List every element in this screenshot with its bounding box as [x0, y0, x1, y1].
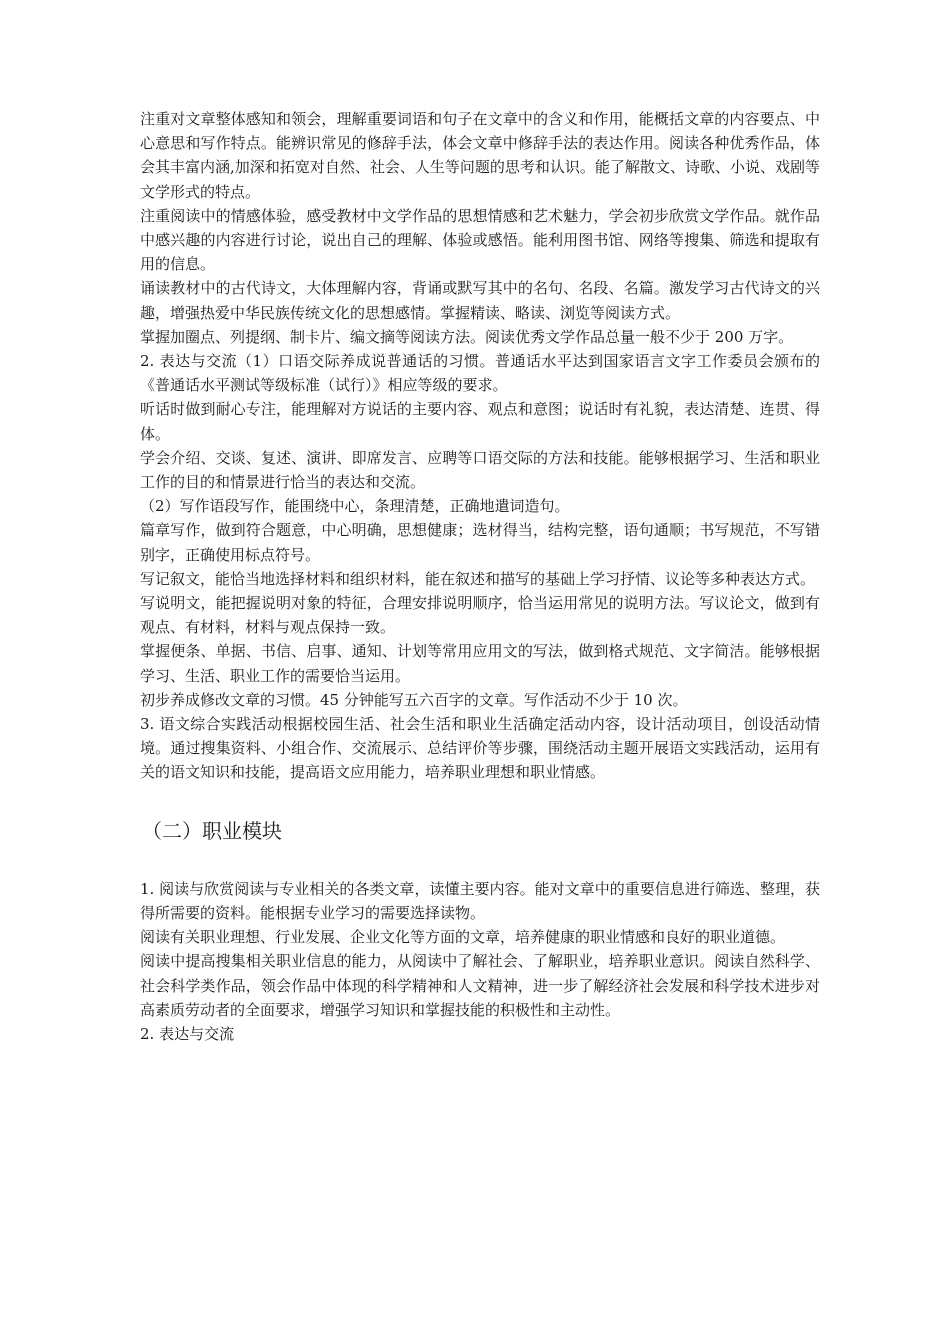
- paragraph: 注重对文章整体感知和领会，理解重要词语和句子在文章中的含义和作用，能概括文章的内容要点、中心意思和写作特点。能辨识常见的修辞手法，体会文章中修辞手法的表达作用。阅读各种优秀作品，体会其丰富内涵,加深和拓宽对自然、社会、人生等问题的思考和认识。能了解散文、诗歌、小说、戏剧等文学形式的特点。: [140, 110, 820, 201]
- paragraph: （2）写作语段写作，能围绕中心，条理清楚，正确地遣词造句。: [140, 497, 570, 516]
- paragraph: 注重阅读中的情感体验，感受教材中文学作品的思想情感和艺术魅力，学会初步欣赏文学作品。就作品中感兴趣的内容进行讨论，说出自己的理解、体验或感悟。能利用图书馆、网络等搜集、筛选和提取有用的信息。: [140, 206, 820, 274]
- paragraph: 阅读中提高搜集相关职业信息的能力，从阅读中了解社会、了解职业，培养职业意识。阅读自然科学、社会科学类作品，领会作品中体现的科学精神和人文精神，进一步了解经济社会发展和科学技术进步对高素质劳动者的全面要求，增强学习知识和掌握技能的积极性和主动性。: [140, 952, 820, 1019]
- paragraph: 掌握加圈点、列提纲、制卡片、编文摘等阅读方法。阅读优秀文学作品总量一般不少于 200 万字。: [140, 327, 794, 346]
- paragraph: 2. 表达与交流: [140, 1024, 235, 1043]
- paragraph: 阅读有关职业理想、行业发展、企业文化等方面的文章，培养健康的职业情感和良好的职业道德。: [140, 928, 786, 947]
- paragraph: 1. 阅读与欣赏阅读与专业相关的各类文章，读懂主要内容。能对文章中的重要信息进行筛选、整理，获得所需要的资料。能根据专业学习的需要选择读物。: [140, 879, 820, 922]
- spacer: [140, 785, 820, 817]
- paragraph: 篇章写作，做到符合题意，中心明确，思想健康；选材得当，结构完整，语句通顺；书写规范，不写错别字，正确使用标点符号。: [140, 521, 820, 564]
- paragraph: 写记叙文，能恰当地选择材料和组织材料，能在叙述和描写的基础上学习抒情、议论等多种表达方式。: [140, 569, 816, 588]
- paragraph: 3. 语文综合实践活动根据校园生活、社会生活和职业生活确定活动内容，设计活动项目，创设活动情境。通过搜集资料、小组合作、交流展示、总结评价等步骤，围绕活动主题开展语文实践活动，运用有关的语文知识和技能，提高语文应用能力，培养职业理想和职业情感。: [140, 715, 820, 782]
- paragraph: 掌握便条、单据、书信、启事、通知、计划等常用应用文的写法，做到格式规范、文字简洁。能够根据学习、生活、职业工作的需要恰当运用。: [140, 642, 820, 685]
- section-general-requirements: [140, 107, 820, 785]
- paragraph: 2. 表达与交流（1）口语交际养成说普通话的习惯。普通话水平达到国家语言文字工作委员会颁布的《普通话水平测试等级标准（试行）》相应等级的要求。: [140, 352, 820, 395]
- paragraph: 听话时做到耐心专注，能理解对方说话的主要内容、观点和意图；说话时有礼貌，表达清楚、连贯、得体。: [140, 400, 820, 443]
- section-vocational-module: [140, 877, 820, 1046]
- paragraph: 诵读教材中的古代诗文，大体理解内容，背诵或默写其中的名句、名段、名篇。激发学习古代诗文的兴趣，增强热爱中华民族传统文化的思想感情。掌握精读、略读、浏览等阅读方式。: [140, 279, 820, 322]
- paragraph: 初步养成修改文章的习惯。45 分钟能写五六百字的文章。写作活动不少于 10 次。: [140, 690, 688, 709]
- paragraph: 写说明文，能把握说明对象的特征，合理安排说明顺序，恰当运用常见的说明方法。写议论文，做到有观点、有材料，材料与观点保持一致。: [140, 594, 820, 637]
- spacer: [140, 845, 820, 877]
- section-heading: （二）职业模块: [142, 818, 282, 843]
- document-page: [140, 107, 820, 1046]
- paragraph: 学会介绍、交谈、复述、演讲、即席发言、应聘等口语交际的方法和技能。能够根据学习、生活和职业工作的目的和情景进行恰当的表达和交流。: [140, 448, 820, 492]
